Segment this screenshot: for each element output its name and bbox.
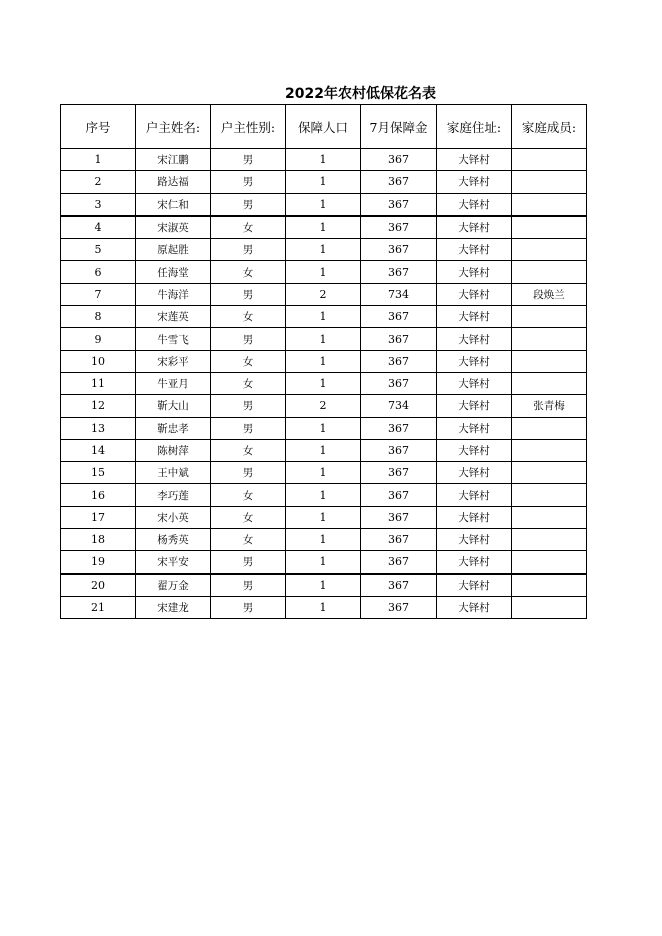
cell-householder-name: 牛雪飞 <box>136 328 211 350</box>
cell-householder-gender: 男 <box>211 395 286 417</box>
cell-serial-number: 7 <box>61 283 136 305</box>
cell-covered-people: 1 <box>286 350 361 372</box>
table-row <box>61 306 587 328</box>
cell-serial-number: 14 <box>61 439 136 461</box>
cell-home-address: 大铎村 <box>437 529 512 551</box>
header-home-address: 家庭住址: <box>437 105 512 149</box>
cell-householder-name: 陈树萍 <box>136 439 211 461</box>
cell-july-allowance: 367 <box>361 306 437 328</box>
cell-householder-name: 翟万金 <box>136 574 211 597</box>
cell-home-address: 大铎村 <box>437 193 512 216</box>
header-covered-people: 保障人口 <box>286 105 361 149</box>
table-row <box>61 372 587 394</box>
table-row <box>61 417 587 439</box>
cell-july-allowance: 367 <box>361 551 437 574</box>
cell-july-allowance: 367 <box>361 328 437 350</box>
cell-householder-gender: 男 <box>211 596 286 618</box>
cell-householder-name: 宋建龙 <box>136 596 211 618</box>
cell-householder-gender: 女 <box>211 529 286 551</box>
cell-july-allowance: 734 <box>361 395 437 417</box>
table-row <box>61 193 587 216</box>
table-row <box>61 596 587 618</box>
cell-serial-number: 9 <box>61 328 136 350</box>
cell-householder-gender: 女 <box>211 216 286 239</box>
cell-householder-gender: 男 <box>211 193 286 216</box>
cell-householder-gender: 女 <box>211 350 286 372</box>
table-row <box>61 574 587 597</box>
cell-serial-number: 19 <box>61 551 136 574</box>
cell-july-allowance: 367 <box>361 417 437 439</box>
cell-serial-number: 13 <box>61 417 136 439</box>
cell-householder-gender: 男 <box>211 149 286 171</box>
table-row <box>61 506 587 528</box>
cell-home-address: 大铎村 <box>437 596 512 618</box>
cell-july-allowance: 367 <box>361 239 437 261</box>
cell-covered-people: 1 <box>286 462 361 484</box>
cell-serial-number: 11 <box>61 372 136 394</box>
cell-family-members: 张青梅 <box>512 395 587 417</box>
cell-householder-name: 原起胜 <box>136 239 211 261</box>
cell-householder-name: 靳忠孝 <box>136 417 211 439</box>
cell-covered-people: 2 <box>286 283 361 305</box>
cell-covered-people: 1 <box>286 239 361 261</box>
cell-householder-name: 宋仁和 <box>136 193 211 216</box>
cell-covered-people: 1 <box>286 417 361 439</box>
cell-home-address: 大铎村 <box>437 350 512 372</box>
cell-family-members <box>512 171 587 193</box>
table-row <box>61 529 587 551</box>
cell-family-members <box>512 193 587 216</box>
cell-householder-name: 牛海洋 <box>136 283 211 305</box>
cell-householder-gender: 女 <box>211 484 286 506</box>
cell-covered-people: 1 <box>286 484 361 506</box>
header-row <box>61 105 587 149</box>
cell-covered-people: 1 <box>286 439 361 461</box>
cell-july-allowance: 367 <box>361 216 437 239</box>
cell-serial-number: 12 <box>61 395 136 417</box>
header-july-allowance: 7月保障金 <box>361 105 437 149</box>
cell-serial-number: 3 <box>61 193 136 216</box>
document-title: 2022年农村低保花名表 <box>285 86 436 102</box>
cell-july-allowance: 367 <box>361 350 437 372</box>
cell-home-address: 大铎村 <box>437 551 512 574</box>
table-row <box>61 350 587 372</box>
cell-householder-gender: 男 <box>211 417 286 439</box>
cell-family-members <box>512 417 587 439</box>
cell-family-members <box>512 261 587 283</box>
cell-covered-people: 1 <box>286 149 361 171</box>
cell-householder-name: 靳大山 <box>136 395 211 417</box>
cell-family-members <box>512 529 587 551</box>
cell-serial-number: 16 <box>61 484 136 506</box>
cell-home-address: 大铎村 <box>437 328 512 350</box>
cell-covered-people: 1 <box>286 596 361 618</box>
cell-serial-number: 2 <box>61 171 136 193</box>
cell-covered-people: 1 <box>286 193 361 216</box>
cell-householder-name: 宋小英 <box>136 506 211 528</box>
cell-covered-people: 1 <box>286 261 361 283</box>
cell-serial-number: 1 <box>61 149 136 171</box>
header-householder-name: 户主姓名: <box>136 105 211 149</box>
roster-table <box>60 104 587 619</box>
header-serial-number: 序号 <box>61 105 136 149</box>
table-row <box>61 439 587 461</box>
cell-july-allowance: 367 <box>361 149 437 171</box>
cell-covered-people: 1 <box>286 551 361 574</box>
cell-family-members <box>512 216 587 239</box>
cell-home-address: 大铎村 <box>437 417 512 439</box>
cell-covered-people: 1 <box>286 328 361 350</box>
cell-family-members <box>512 239 587 261</box>
cell-home-address: 大铎村 <box>437 395 512 417</box>
table-row <box>61 328 587 350</box>
cell-householder-gender: 男 <box>211 574 286 597</box>
table-row <box>61 216 587 239</box>
cell-householder-gender: 女 <box>211 439 286 461</box>
cell-home-address: 大铎村 <box>437 216 512 239</box>
cell-family-members <box>512 506 587 528</box>
cell-family-members <box>512 596 587 618</box>
table-row <box>61 551 587 574</box>
cell-home-address: 大铎村 <box>437 439 512 461</box>
cell-householder-name: 宋彩平 <box>136 350 211 372</box>
cell-householder-name: 路达福 <box>136 171 211 193</box>
cell-householder-name: 牛亚月 <box>136 372 211 394</box>
cell-serial-number: 20 <box>61 574 136 597</box>
cell-home-address: 大铎村 <box>437 283 512 305</box>
cell-householder-name: 宋江鹏 <box>136 149 211 171</box>
cell-home-address: 大铎村 <box>437 306 512 328</box>
cell-householder-gender: 男 <box>211 462 286 484</box>
table-row <box>61 261 587 283</box>
cell-family-members <box>512 574 587 597</box>
cell-july-allowance: 367 <box>361 484 437 506</box>
cell-home-address: 大铎村 <box>437 149 512 171</box>
cell-covered-people: 1 <box>286 216 361 239</box>
cell-householder-gender: 女 <box>211 372 286 394</box>
cell-home-address: 大铎村 <box>437 239 512 261</box>
cell-householder-name: 杨秀英 <box>136 529 211 551</box>
cell-july-allowance: 367 <box>361 462 437 484</box>
cell-covered-people: 2 <box>286 395 361 417</box>
cell-july-allowance: 367 <box>361 506 437 528</box>
cell-family-members <box>512 306 587 328</box>
cell-householder-name: 王中斌 <box>136 462 211 484</box>
cell-householder-name: 宋莲英 <box>136 306 211 328</box>
cell-householder-gender: 男 <box>211 328 286 350</box>
cell-covered-people: 1 <box>286 574 361 597</box>
cell-home-address: 大铎村 <box>437 462 512 484</box>
cell-householder-name: 宋淑英 <box>136 216 211 239</box>
cell-householder-gender: 男 <box>211 283 286 305</box>
table-row <box>61 283 587 305</box>
header-householder-gender: 户主性别: <box>211 105 286 149</box>
cell-serial-number: 18 <box>61 529 136 551</box>
cell-home-address: 大铎村 <box>437 372 512 394</box>
cell-family-members: 段焕兰 <box>512 283 587 305</box>
cell-family-members <box>512 372 587 394</box>
cell-home-address: 大铎村 <box>437 171 512 193</box>
cell-householder-gender: 男 <box>211 551 286 574</box>
table-row <box>61 171 587 193</box>
cell-covered-people: 1 <box>286 506 361 528</box>
cell-home-address: 大铎村 <box>437 484 512 506</box>
cell-family-members <box>512 551 587 574</box>
cell-covered-people: 1 <box>286 306 361 328</box>
cell-family-members <box>512 439 587 461</box>
cell-july-allowance: 367 <box>361 171 437 193</box>
cell-serial-number: 17 <box>61 506 136 528</box>
cell-july-allowance: 367 <box>361 529 437 551</box>
cell-serial-number: 6 <box>61 261 136 283</box>
cell-family-members <box>512 484 587 506</box>
cell-householder-name: 任海堂 <box>136 261 211 283</box>
table-row <box>61 239 587 261</box>
cell-serial-number: 21 <box>61 596 136 618</box>
cell-serial-number: 10 <box>61 350 136 372</box>
table-row <box>61 395 587 417</box>
cell-home-address: 大铎村 <box>437 574 512 597</box>
cell-home-address: 大铎村 <box>437 261 512 283</box>
cell-householder-name: 宋平安 <box>136 551 211 574</box>
header-family-members: 家庭成员: <box>512 105 587 149</box>
cell-covered-people: 1 <box>286 529 361 551</box>
cell-covered-people: 1 <box>286 372 361 394</box>
cell-serial-number: 4 <box>61 216 136 239</box>
cell-july-allowance: 367 <box>361 574 437 597</box>
table-row <box>61 149 587 171</box>
cell-home-address: 大铎村 <box>437 506 512 528</box>
cell-july-allowance: 367 <box>361 261 437 283</box>
cell-covered-people: 1 <box>286 171 361 193</box>
cell-householder-gender: 男 <box>211 171 286 193</box>
cell-serial-number: 8 <box>61 306 136 328</box>
cell-serial-number: 5 <box>61 239 136 261</box>
table-row <box>61 462 587 484</box>
cell-householder-gender: 女 <box>211 261 286 283</box>
cell-serial-number: 15 <box>61 462 136 484</box>
cell-householder-gender: 女 <box>211 306 286 328</box>
cell-july-allowance: 367 <box>361 596 437 618</box>
cell-householder-gender: 男 <box>211 239 286 261</box>
cell-july-allowance: 734 <box>361 283 437 305</box>
cell-householder-gender: 女 <box>211 506 286 528</box>
roster-body <box>61 149 587 619</box>
cell-july-allowance: 367 <box>361 372 437 394</box>
cell-family-members <box>512 149 587 171</box>
cell-july-allowance: 367 <box>361 439 437 461</box>
cell-family-members <box>512 328 587 350</box>
cell-family-members <box>512 350 587 372</box>
table-row <box>61 484 587 506</box>
cell-family-members <box>512 462 587 484</box>
cell-july-allowance: 367 <box>361 193 437 216</box>
cell-householder-name: 李巧莲 <box>136 484 211 506</box>
